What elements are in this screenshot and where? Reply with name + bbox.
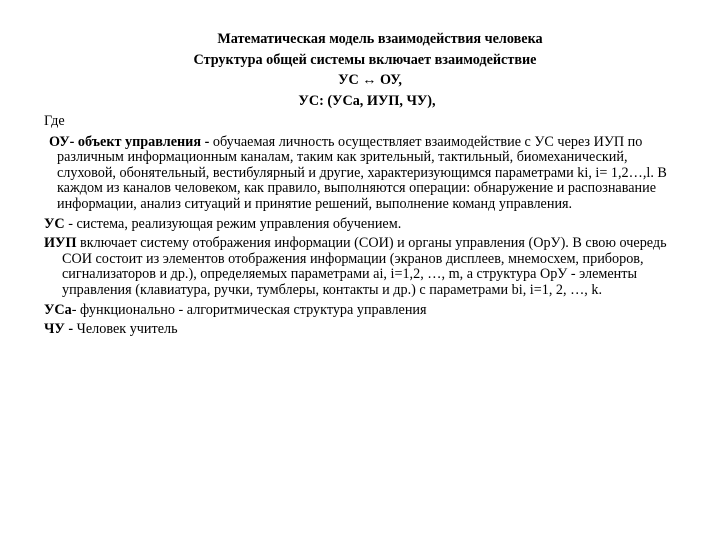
title-block: [0, 29, 720, 111]
body-text: [44, 114, 672, 342]
term-ou: ОУ- объект управления -: [49, 133, 210, 150]
paragraph-iup: [44, 236, 672, 298]
paragraph-chu: [44, 322, 672, 338]
text-chu: Человек учитель: [73, 321, 178, 338]
text-ou: обучаемая личность осуществляет взаимодействие с УС через ИУП по различным информационным каналам, таким как зрительный, тактильный, биомеханический, слуховой, обонятельный, вестибулярный и другие, характеризующимся параметрами ki, i= 1,2…,l. В каждом из каналов человеком, как правило, выполняются операции: обнаружение и распознавание информации, анализ ситуаций и принятие решений, выполнение команд управления.: [57, 133, 667, 212]
term-chu: ЧУ -: [44, 321, 74, 338]
term-iup: ИУП: [44, 235, 77, 252]
title-line-3: УС ↔ ОУ,: [338, 72, 402, 88]
title-line-2: Структура общей системы включает взаимодействие: [193, 51, 537, 68]
paragraph-ou: [44, 135, 672, 213]
text-usa: - функционально - алгоритмическая структура управления: [71, 301, 427, 318]
text-us: - система, реализующая режим управления обучением.: [64, 215, 402, 232]
where-label: Где: [44, 113, 65, 129]
paragraph-usa: [44, 303, 672, 319]
text-iup: включает систему отображения информации (СОИ) и органы управления (ОрУ). В свою очередь СОИ состоит из элементов отображения информации (экранов дисплеев, мнемосхем, приборов, сигнализаторов и др.), определяемых параметрами ai, i=1,2, …, m, а структура ОрУ - элементы управления (клавиатура, ручки, тумблеры, контакты и др.) с параметрами bi, i=1, 2, …, k.: [62, 235, 667, 298]
title-line-1: Математическая модель взаимодействия человека: [217, 31, 543, 47]
term-usa: УСа: [44, 301, 72, 318]
paragraph-us: [44, 217, 672, 233]
title-line-4: УС: (УСа, ИУП, ЧУ),: [298, 92, 436, 109]
term-us: УС: [44, 215, 65, 232]
